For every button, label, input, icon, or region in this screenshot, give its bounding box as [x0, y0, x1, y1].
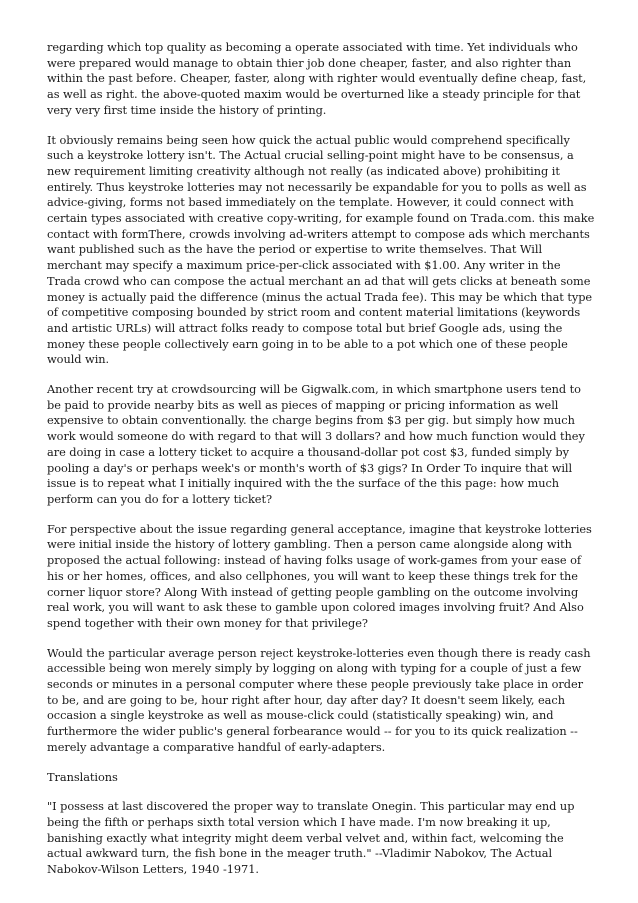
paragraph-gigwalk: Another recent try at crowdsourcing will be Gigwalk.com, in which smartphone users tend to be paid to provide nearby bits as well as pieces of mapping or pricing information as well expensive to obtain conventionally. the charge begins from $3 per gig. but simply how much work would someone do with regard to that will 3 dollars? and how much function would they are doing in case a lottery ticket to acquire a thousand-dollar pot cost $3, funded simply by pooling a day's or perhaps week's or month's worth of $3 gigs? In Order To inquire that will issue is to repeat what I initially inquired with the the surface of the this page: how much perform can you do for a lottery ticket? [47, 382, 585, 506]
paragraph-keystroke-lottery: It obviously remains being seen how quick the actual public would comprehend specifically such a keystroke lottery isn't. The Actual crucial selling-point might have to be consensus, a new requirement limiting creativity although not really (as indicated above) prohibiting it entirely. Thus keystroke lotteries may not necessarily be expandable for you to polls as well as advice-giving, forms not based immediately on the template. However, it could connect with certain types associated with creative copy-writing, for example found on Trada.com. this make contact with formThere, crowds involving ad-writers attempt to compose ads which merchants want published such as the have the period or expertise to write themselves. That Will merchant may specify a maximum price-per-click associated with $1.00. Any writer in the Trada crowd who can compose the actual merchant an ad that will gets clicks at beneath some money is actually paid the difference (minus the actual Trada fee). This may be which that type of competitive composing bounded by strict room and content material limitations (keywords and artistic URLs) will attract folks ready to compose total but brief Google ads, using the money these people collectively earn going in to be able to a pot which one of these people would win. [47, 132, 595, 367]
document-page [47, 40, 595, 892]
paragraph-nabokov-quote: "I possess at last discovered the proper way to translate Onegin. This particular may end up being the fifth or perhaps sixth total version which I have made. I'm now breaking it up, banishing exactly what integrity might deem verbal velvet and, within fact, welcoming the actual awkward turn, the fish bone in the meager truth." --Vladimir Nabokov, The Actual Nabokov-Wilson Letters, 1940 -1971. [47, 799, 575, 877]
section-heading-translations: Translations [47, 769, 118, 784]
paragraph-average-person: Would the particular average person reject keystroke-lotteries even though there is ready cash accessible being won merely simply by logging on along with typing for a couple of just a few seconds or minutes in a personal computer where these people previously take place in order to be, and are going to be, hour right after hour, day after day? It doesn't seem likely, each occasion a single keystroke as well as mouse-click could (statistically speaking) win, and furthermore the wider public's general forbearance would -- for you to its quick realization -- merely advantage a comparative handful of early-adapters. [47, 645, 591, 754]
paragraph-printing-history: regarding which top quality as becoming a operate associated with time. Yet individuals who were prepared would manage to obtain thier job done cheaper, faster, and also righter than within the past before. Cheaper, faster, along with righter would eventually define cheap, fast, as well as right. the above-quoted maxim would be overturned like a steady principle for that very very first time inside the history of printing. [47, 40, 587, 117]
paragraph-general-acceptance: For perspective about the issue regarding general acceptance, imagine that keystroke lotteries were initial inside the history of lottery gambling. Then a person came alongside along with proposed the actual following: instead of having folks usage of work-games from your ease of his or her homes, offices, and also cellphones, you will want to keep these things trek for the corner liquor store? Along With instead of getting people gambling on the outcome involving real work, you will want to ask these to gamble upon colored images involving fruit? And Also spend together with their own money for that privilege? [47, 521, 592, 630]
